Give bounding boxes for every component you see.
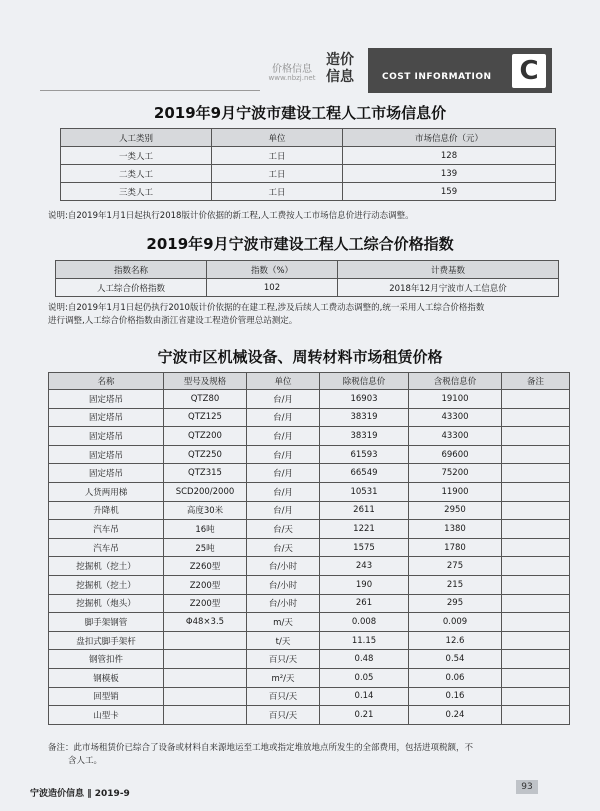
table-cell: 回型销 — [49, 687, 164, 706]
table-cell: 百只/天 — [247, 687, 320, 706]
table-row — [61, 165, 556, 183]
table-cell: 固定塔吊 — [49, 408, 164, 427]
table-cell: 38319 — [320, 427, 409, 446]
table-cell: 69600 — [409, 445, 502, 464]
table-cell: 190 — [320, 575, 409, 594]
table-cell: QTZ80 — [164, 390, 247, 409]
table-cell: Z260型 — [164, 557, 247, 576]
footer-publication: 宁波造价信息 ‖ 2019-9 — [30, 789, 130, 799]
table-cell: 66549 — [320, 464, 409, 483]
table-cell — [502, 501, 570, 520]
table-cell: 0.54 — [409, 650, 502, 669]
table-cell: 275 — [409, 557, 502, 576]
table-row — [49, 706, 570, 725]
cost-information-bar — [368, 48, 552, 93]
table-cell: 102 — [207, 279, 338, 297]
table-cell: 盘扣式脚手架杆 — [49, 631, 164, 650]
column-header: 人工类别 — [61, 129, 212, 147]
table-cell: 钢模板 — [49, 668, 164, 687]
table-cell — [502, 650, 570, 669]
table-row — [49, 501, 570, 520]
table-cell: 0.06 — [409, 668, 502, 687]
table-cell: 汽车吊 — [49, 520, 164, 539]
table-cell: 61593 — [320, 445, 409, 464]
table-cell: 人工综合价格指数 — [56, 279, 207, 297]
table-cell: 工日 — [212, 183, 343, 201]
table-cell: 0.21 — [320, 706, 409, 725]
column-header: 市场信息价（元） — [343, 129, 556, 147]
table-cell: 人货两用梯 — [49, 482, 164, 501]
table-cell: QTZ250 — [164, 445, 247, 464]
table-cell — [502, 464, 570, 483]
table-row — [49, 482, 570, 501]
table-row — [49, 445, 570, 464]
column-header: 含税信息价 — [409, 373, 502, 390]
table-cell: 0.14 — [320, 687, 409, 706]
column-header: 计费基数 — [338, 261, 559, 279]
table-cell: 0.009 — [409, 613, 502, 632]
table-cell — [502, 520, 570, 539]
table-cell — [502, 557, 570, 576]
table-row — [49, 408, 570, 427]
table-cell: 挖掘机（挖土） — [49, 575, 164, 594]
table-cell — [502, 427, 570, 446]
table-cell: 75200 — [409, 464, 502, 483]
table-cell: 百只/天 — [247, 706, 320, 725]
table-cell: 山型卡 — [49, 706, 164, 725]
index-title: 2019年9月宁波市建设工程人工综合价格指数 — [146, 235, 454, 253]
table-row — [49, 687, 570, 706]
table-cell: 19100 — [409, 390, 502, 409]
table-row — [49, 631, 570, 650]
table-cell — [502, 575, 570, 594]
table-cell: 高度30米 — [164, 501, 247, 520]
table-cell: 工日 — [212, 165, 343, 183]
table-row — [49, 613, 570, 632]
table-cell: 215 — [409, 575, 502, 594]
table-cell: 0.16 — [409, 687, 502, 706]
index-table — [55, 260, 559, 297]
column-header: 单位 — [212, 129, 343, 147]
table-row — [61, 147, 556, 165]
table-cell: t/天 — [247, 631, 320, 650]
table-cell: 钢管扣件 — [49, 650, 164, 669]
brand-big-text — [326, 52, 362, 86]
table-cell: 43300 — [409, 427, 502, 446]
column-header: 除税信息价 — [320, 373, 409, 390]
table-cell: 台/月 — [247, 427, 320, 446]
table-cell: 挖掘机（挖土） — [49, 557, 164, 576]
table-cell — [164, 687, 247, 706]
table-cell: 台/月 — [247, 482, 320, 501]
table-cell: 百只/天 — [247, 650, 320, 669]
table-cell: 11.15 — [320, 631, 409, 650]
machinery-table — [48, 372, 570, 725]
table-cell: SCD200/2000 — [164, 482, 247, 501]
table-cell: 工日 — [212, 147, 343, 165]
table-cell: 159 — [343, 183, 556, 201]
table-cell: 台/天 — [247, 538, 320, 557]
table-cell — [164, 668, 247, 687]
table-cell: m²/天 — [247, 668, 320, 687]
table-row — [56, 279, 559, 297]
table-cell: 12.6 — [409, 631, 502, 650]
table-cell: 128 — [343, 147, 556, 165]
table-cell — [164, 631, 247, 650]
table-header-row — [56, 261, 559, 279]
table-cell: 1221 — [320, 520, 409, 539]
table-header-row — [61, 129, 556, 147]
table-cell: 2018年12月宁波市人工信息价 — [338, 279, 559, 297]
machinery-table-body — [49, 390, 570, 725]
table-row — [49, 668, 570, 687]
table-cell: 0.24 — [409, 706, 502, 725]
table-row — [49, 575, 570, 594]
table-cell — [502, 631, 570, 650]
table-cell: 43300 — [409, 408, 502, 427]
table-cell: QTZ125 — [164, 408, 247, 427]
labor-note: 说明:自2019年1月1日起执行2018版计价依据的新工程,人工费按人工市场信息价进行动态调整。 — [48, 211, 414, 221]
table-row — [49, 594, 570, 613]
table-cell: 261 — [320, 594, 409, 613]
brand — [262, 50, 362, 92]
table-cell: 0.48 — [320, 650, 409, 669]
table-cell: 固定塔吊 — [49, 464, 164, 483]
table-row — [49, 390, 570, 409]
table-cell: Φ48×3.5 — [164, 613, 247, 632]
table-cell: 243 — [320, 557, 409, 576]
table-row — [61, 183, 556, 201]
table-cell: 台/月 — [247, 390, 320, 409]
column-header: 备注 — [502, 373, 570, 390]
table-cell — [502, 482, 570, 501]
table-cell: 二类人工 — [61, 165, 212, 183]
table-cell: 一类人工 — [61, 147, 212, 165]
table-cell: 10531 — [320, 482, 409, 501]
labor-price-table — [60, 128, 556, 201]
machinery-note-line-1: 备注：此市场租赁价已综合了设备或材料自来源地运至工地或指定堆放地点所发生的全部费用，包括进项税额，不 — [48, 743, 474, 753]
table-row — [49, 538, 570, 557]
brand-big-line-1: 造价 — [326, 52, 354, 68]
table-cell — [502, 538, 570, 557]
column-header: 单位 — [247, 373, 320, 390]
table-cell: 固定塔吊 — [49, 445, 164, 464]
table-cell: 2611 — [320, 501, 409, 520]
table-cell: 11900 — [409, 482, 502, 501]
machinery-title: 宁波市区机械设备、周转材料市场租赁价格 — [157, 348, 443, 366]
table-cell: 台/月 — [247, 408, 320, 427]
table-row — [49, 464, 570, 483]
table-row — [49, 557, 570, 576]
index-note-line-1: 说明:自2019年1月1日起仍执行2010版计价依据的在建工程,涉及后续人工费动态调整的,统一采用人工综合价格指数 — [48, 303, 485, 313]
labor-price-title: 2019年9月宁波市建设工程人工市场信息价 — [153, 104, 447, 122]
header-rule — [40, 90, 260, 91]
table-cell — [164, 706, 247, 725]
table-cell — [502, 408, 570, 427]
table-cell: 16903 — [320, 390, 409, 409]
page-number: 93 — [516, 780, 538, 794]
table-cell — [502, 706, 570, 725]
table-cell: 1380 — [409, 520, 502, 539]
table-cell: 台/月 — [247, 501, 320, 520]
column-header: 指数（%） — [207, 261, 338, 279]
table-cell: 台/天 — [247, 520, 320, 539]
table-cell: 2950 — [409, 501, 502, 520]
table-cell: 脚手架钢管 — [49, 613, 164, 632]
table-cell: 汽车吊 — [49, 538, 164, 557]
table-cell — [502, 687, 570, 706]
section-letter-badge: C — [512, 54, 546, 88]
table-cell: 1575 — [320, 538, 409, 557]
machinery-note-line-2: 含人工。 — [68, 756, 103, 766]
table-cell — [164, 650, 247, 669]
table-row — [49, 650, 570, 669]
table-cell: 台/小时 — [247, 594, 320, 613]
table-cell: 升降机 — [49, 501, 164, 520]
brand-small-text: 价格信息 — [272, 64, 312, 75]
table-cell — [502, 445, 570, 464]
table-cell: 台/月 — [247, 464, 320, 483]
table-cell: 三类人工 — [61, 183, 212, 201]
index-note — [48, 302, 568, 328]
brand-url: www.nbzj.net — [268, 74, 316, 82]
table-cell: 台/小时 — [247, 557, 320, 576]
column-header: 指数名称 — [56, 261, 207, 279]
table-row — [49, 427, 570, 446]
cost-information-label: COST INFORMATION — [382, 72, 492, 82]
table-cell: 台/月 — [247, 445, 320, 464]
table-cell: QTZ200 — [164, 427, 247, 446]
table-cell — [502, 594, 570, 613]
table-cell: Z200型 — [164, 594, 247, 613]
index-note-line-2: 进行调整,人工综合价格指数由浙江省建设工程造价管理总站测定。 — [48, 316, 298, 326]
brand-big-line-2: 信息 — [326, 69, 354, 85]
table-header-row — [49, 373, 570, 390]
table-cell: 295 — [409, 594, 502, 613]
table-row — [49, 520, 570, 539]
table-cell: 0.008 — [320, 613, 409, 632]
table-cell — [502, 613, 570, 632]
table-cell: 25吨 — [164, 538, 247, 557]
table-cell: 挖掘机（炮头） — [49, 594, 164, 613]
table-cell: QTZ315 — [164, 464, 247, 483]
table-cell: m/天 — [247, 613, 320, 632]
table-cell: 固定塔吊 — [49, 390, 164, 409]
table-cell: 16吨 — [164, 520, 247, 539]
column-header: 型号及规格 — [164, 373, 247, 390]
table-cell: 0.05 — [320, 668, 409, 687]
table-cell: Z200型 — [164, 575, 247, 594]
column-header: 名称 — [49, 373, 164, 390]
table-cell: 38319 — [320, 408, 409, 427]
table-cell: 1780 — [409, 538, 502, 557]
table-cell: 139 — [343, 165, 556, 183]
table-cell: 台/小时 — [247, 575, 320, 594]
table-cell: 固定塔吊 — [49, 427, 164, 446]
table-cell — [502, 668, 570, 687]
machinery-note — [48, 742, 570, 768]
table-cell — [502, 390, 570, 409]
